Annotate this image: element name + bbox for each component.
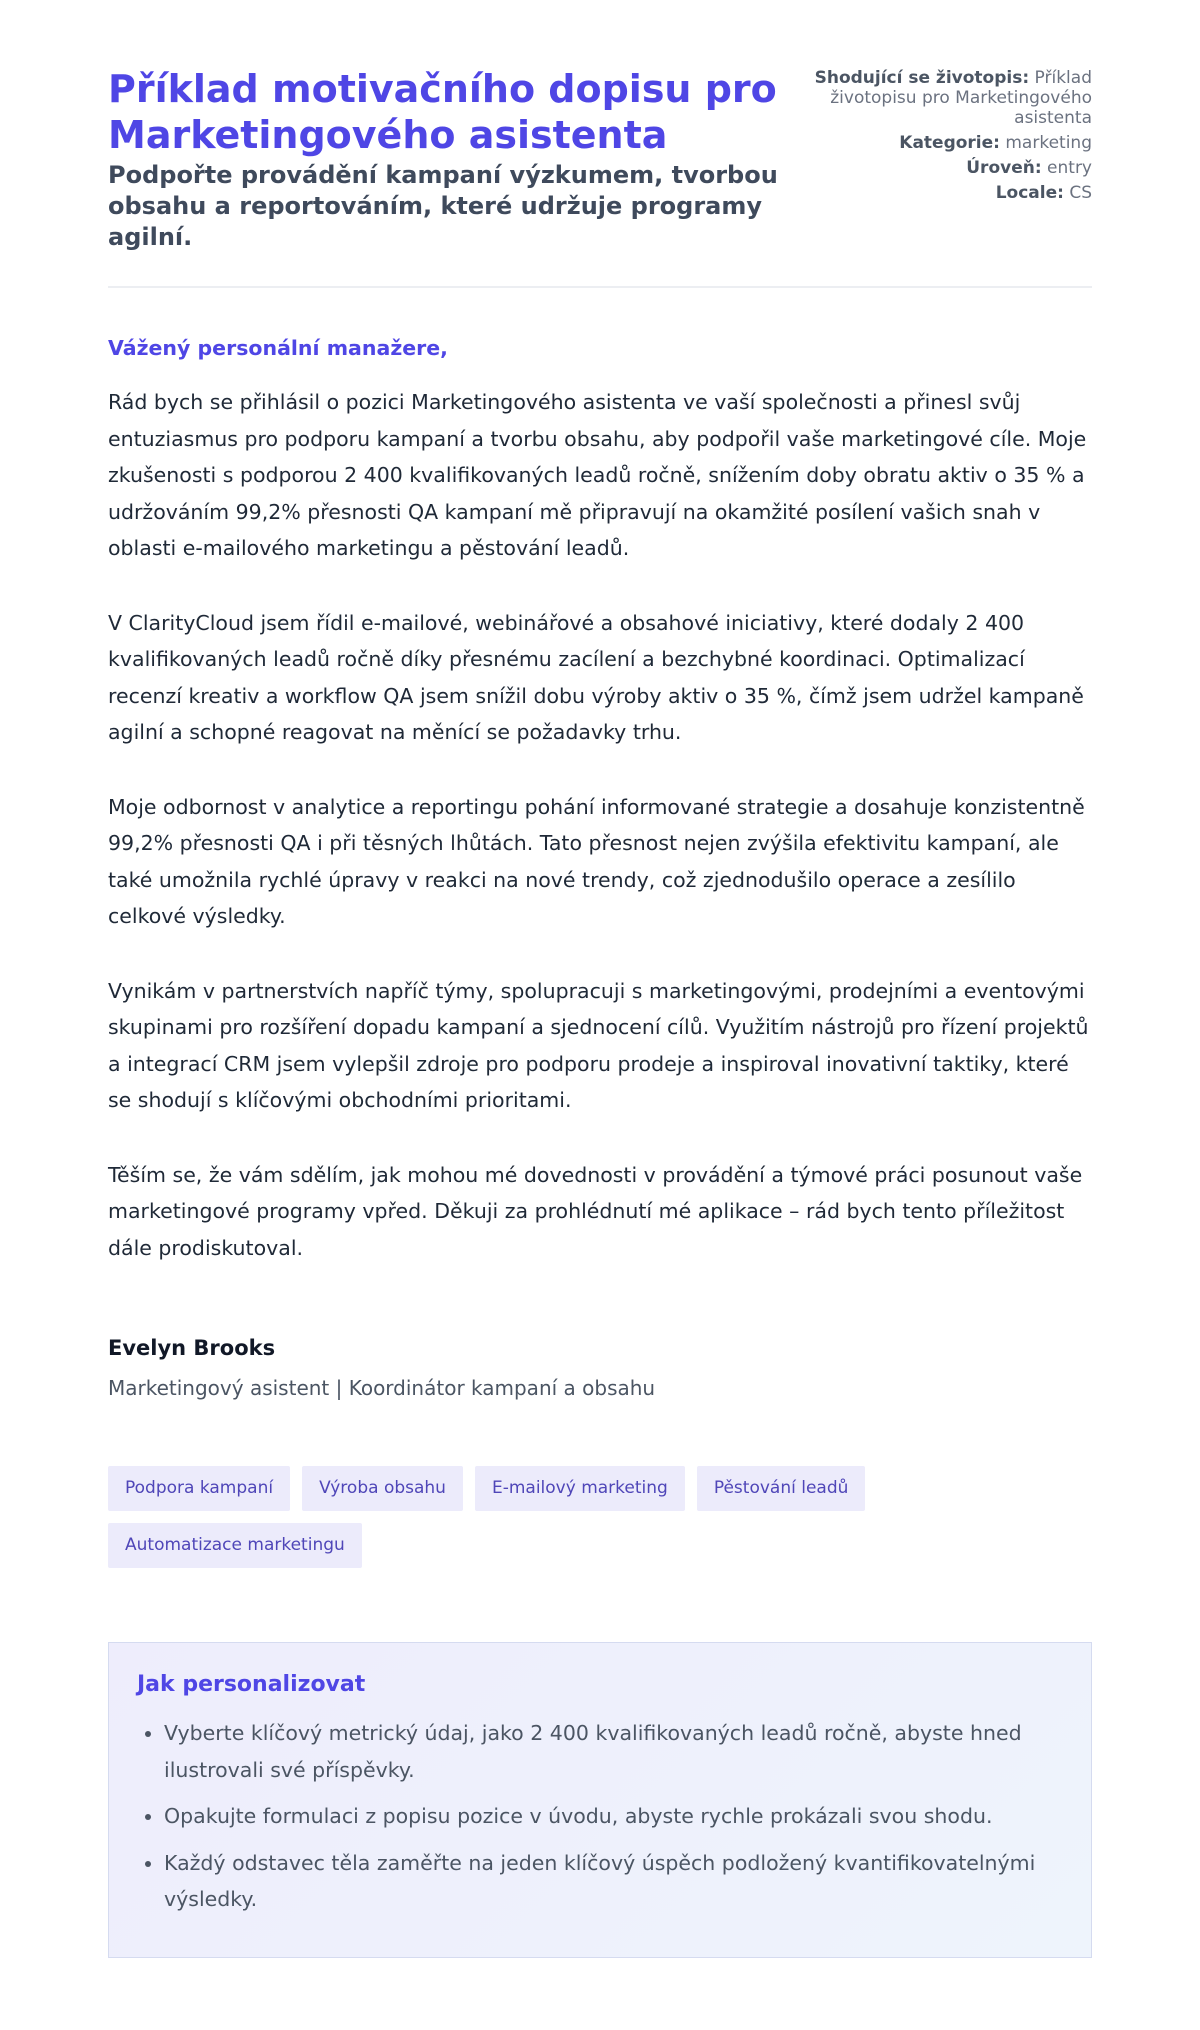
tag[interactable]: Výroba obsahu xyxy=(302,1466,463,1511)
salutation: Vážený personální manažere, xyxy=(108,336,448,360)
meta-label: Shodující se životopis: xyxy=(814,68,1030,88)
tag[interactable]: Pěstování leadů xyxy=(697,1466,866,1511)
tips-title: Jak personalizovat xyxy=(137,1672,366,1697)
tips-list xyxy=(137,1715,1063,1918)
page-title: Příklad motivačního dopisu pro Marketingového asistenta xyxy=(108,67,777,157)
meta-value-link[interactable]: Příklad životopisu pro Marketingového asistenta xyxy=(830,68,1092,128)
tip-item: • Každý odstavec těla zaměřte na jeden klíčový úspěch podložený kvantifikovatelnými výsledky. xyxy=(164,1845,1063,1918)
meta-value: entry xyxy=(1047,158,1092,178)
letter-paragraph: Rád bych se přihlásil o pozici Marketingového asistenta ve vaší společnosti a přinesl svůj entuziasmus pro podporu kampaní a tvorbu obsahu, aby podpořil vaše marketingové cíle. Moje zkušenosti s podporou 2 400 kvalifikovaných leadů ročně, snížením doby obratu aktiv o 35 % a udržováním 99,2% přesnosti QA kampaní mě připravují na okamžité posílení vašich snah v oblasti e-mailového marketingu a pěstování leadů. xyxy=(108,390,1087,560)
letter-paragraph: Vynikám v partnerstvích napříč týmy, spolupracuji s marketingovými, prodejními a eventovými skupinami pro rozšíření dopadu kampaní a sjednocení cílů. Využitím nástrojů pro řízení projektů a integrací CRM jsem vylepšil zdroje pro podporu prodeje a inspiroval inovativní taktiky, které se shodují s klíčovými obchodními prioritami. xyxy=(108,978,1089,1112)
tip-item: • Vyberte klíčový metrický údaj, jako 2 400 kvalifikovaných leadů ročně, abyste hned ilustrovali své příspěvky. xyxy=(164,1715,1063,1788)
meta-matching-resume xyxy=(762,68,1092,128)
personalize-tips-box xyxy=(108,1642,1092,1958)
letter-paragraph: Těším se, že vám sdělím, jak mohou mé dovednosti v provádění a týmové práci posunout vaše marketingové programy vpřed. Děkuji za prohlédnutí mé aplikace – rád bych tento příležitost dále prodiskutoval. xyxy=(108,1162,1083,1260)
signature-name: Evelyn Brooks xyxy=(108,1336,276,1360)
page-subtitle: Podpořte provádění kampaní výzkumem, tvorbou obsahu a reportováním, které udržuje programy agilní. xyxy=(108,161,778,251)
letter-paragraph: Moje odbornost v analytice a reportingu pohání informované strategie a dosahuje konzistentně 99,2% přesnosti QA i při těsných lhůtách. Tato přesnost nejen zvýšila efektivitu kampaní, ale také umožnila rychlé úpravy v reakci na nové trendy, což zjednodušilo operace a zesílilo celkové výsledky. xyxy=(108,794,1085,928)
tip-item: • Opakujte formulaci z popisu pozice v úvodu, abyste rychle prokázali svou shodu. xyxy=(164,1798,1063,1835)
meta-category xyxy=(762,133,1092,153)
header xyxy=(108,0,1092,288)
meta-value: CS xyxy=(1069,183,1092,203)
meta-label: Kategorie: xyxy=(899,133,1000,153)
letter-body xyxy=(108,334,1092,1304)
content xyxy=(108,0,1092,1911)
meta-label: Locale: xyxy=(995,183,1064,203)
meta-panel xyxy=(762,68,1092,208)
tag[interactable]: Podpora kampaní xyxy=(108,1466,290,1511)
signature xyxy=(108,1334,655,1402)
letter-paragraph: V ClarityCloud jsem řídil e-mailové, webinářové a obsahové iniciativy, které dodaly 2 400 kvalifikovaných leadů ročně díky přesnému zacílení a bezchybné koordinaci. Optimalizací recenzí kreativ a workflow QA jsem snížil dobu výroby aktiv o 35 %, čímž jsem udržel kampaně agilní a schopné reagovat na měnící se požadavky trhu. xyxy=(108,610,1084,744)
tag[interactable]: Automatizace marketingu xyxy=(108,1523,362,1568)
tag[interactable]: E-mailový marketing xyxy=(475,1466,685,1511)
meta-label: Úroveň: xyxy=(966,158,1042,178)
meta-level xyxy=(762,158,1092,178)
tag-list xyxy=(108,1466,1092,1568)
meta-locale xyxy=(762,183,1092,203)
meta-value: marketing xyxy=(1005,133,1092,153)
signature-role: Marketingový asistent | Koordinátor kampaní a obsahu xyxy=(108,1376,656,1400)
